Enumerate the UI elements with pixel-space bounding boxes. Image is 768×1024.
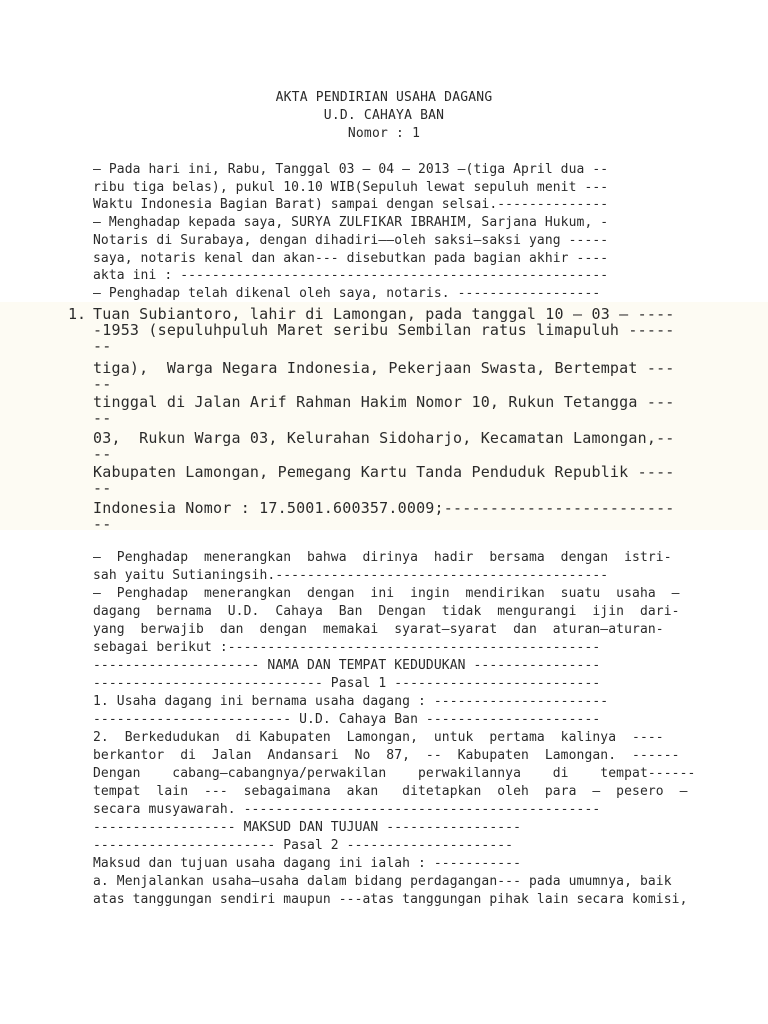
party-line: Tuan Subiantoro, lahir di Lamongan, pada tanggal 10 – 03 – ----: [93, 305, 675, 323]
party-line: --: [93, 375, 112, 393]
section-heading: --------------------- NAMA DAN TEMPAT KEDUDUKAN ----------------: [93, 658, 601, 673]
body-line: 2. Berkedudukan di Kabupaten Lamongan, untuk pertama kalinya ----: [93, 730, 664, 745]
body-line: tempat lain --- sebagaimana akan ditetapkan oleh para – pesero –: [93, 784, 688, 799]
party-line: tiga), Warga Negara Indonesia, Pekerjaan Swasta, Bertempat ---: [93, 359, 675, 377]
body-line: a. Menjalankan usaha–usaha dalam bidang perdagangan--- pada umumnya, baik: [93, 874, 672, 889]
intro-line: Notaris di Surabaya, dengan dihadiri––oleh saksi–saksi yang -----: [93, 233, 609, 248]
article-heading: ----------------------------- Pasal 1 --------------------------: [93, 676, 601, 691]
party-line: --: [93, 409, 112, 427]
party-line: --: [93, 445, 112, 463]
body-line: atas tanggungan sendiri maupun ---atas tanggungan pihak lain secara komisi,: [93, 892, 688, 907]
intro-line: – Pada hari ini, Rabu, Tanggal 03 – 04 – 2013 –(tiga April dua --: [93, 162, 609, 177]
body-line: – Penghadap menerangkan dengan ini ingin mendirikan suatu usaha –: [93, 586, 680, 601]
party-number: 1.: [68, 305, 87, 323]
body-line: 1. Usaha dagang ini bernama usaha dagang : ----------------------: [93, 694, 609, 709]
party-line: --: [93, 337, 112, 355]
article-heading: ----------------------- Pasal 2 ---------------------: [93, 838, 514, 853]
body-line: ------------------------- U.D. Cahaya Ban ----------------------: [93, 712, 601, 727]
deed-title: AKTA PENDIRIAN USAHA DAGANG: [275, 90, 493, 105]
body-line: sebagai berikut :-----------------------------------------------: [93, 640, 601, 655]
party-line: 03, Rukun Warga 03, Kelurahan Sidoharjo, Kecamatan Lamongan,--: [93, 429, 675, 447]
intro-line: Waktu Indonesia Bagian Barat) sampai dengan selsai.--------------: [93, 197, 609, 212]
intro-line: akta ini : ------------------------------------------------------: [93, 268, 609, 283]
body-line: dagang bernama U.D. Cahaya Ban Dengan tidak mengurangi ijin dari-: [93, 604, 680, 619]
section-heading: ------------------ MAKSUD DAN TUJUAN -----------------: [93, 820, 522, 835]
deed-number: Nomor : 1: [347, 126, 421, 141]
body-line: yang berwajib dan dengan memakai syarat–syarat dan aturan–aturan-: [93, 622, 664, 637]
party-line: -1953 (sepuluhpuluh Maret seribu Sembilan ratus limapuluh -----: [93, 321, 675, 339]
intro-line: saya, notaris kenal dan akan--- disebutkan pada bagian akhir ----: [93, 251, 609, 266]
body-line: Maksud dan tujuan usaha dagang ini ialah : -----------: [93, 856, 522, 871]
body-line: sah yaitu Sutianingsih.------------------------------------------: [93, 568, 609, 583]
intro-line: ribu tiga belas), pukul 10.10 WIB(Sepuluh lewat sepuluh menit ---: [93, 180, 609, 195]
intro-line: – Penghadap telah dikenal oleh saya, notaris. ------------------: [93, 286, 601, 301]
party-line: --: [93, 515, 112, 533]
party-line: --: [93, 479, 112, 497]
body-line: Dengan cabang–cabangnya/perwakilan perwakilannya di tempat------: [93, 766, 696, 781]
body-line: – Penghadap menerangkan bahwa dirinya hadir bersama dengan istri-: [93, 550, 672, 565]
body-line: secara musyawarah. ---------------------------------------------: [93, 802, 601, 817]
business-name: U.D. CAHAYA BAN: [323, 108, 445, 123]
party-line: tinggal di Jalan Arif Rahman Hakim Nomor 10, Rukun Tetangga ---: [93, 393, 675, 411]
intro-line: – Menghadap kepada saya, SURYA ZULFIKAR IBRAHIM, Sarjana Hukum, -: [93, 215, 609, 230]
party-line: Indonesia Nomor : 17.5001.600357.0009;-------------------------: [93, 499, 675, 517]
party-line: Kabupaten Lamongan, Pemegang Kartu Tanda Penduduk Republik ----: [93, 463, 675, 481]
body-line: berkantor di Jalan Andansari No 87, -- Kabupaten Lamongan. ------: [93, 748, 680, 763]
